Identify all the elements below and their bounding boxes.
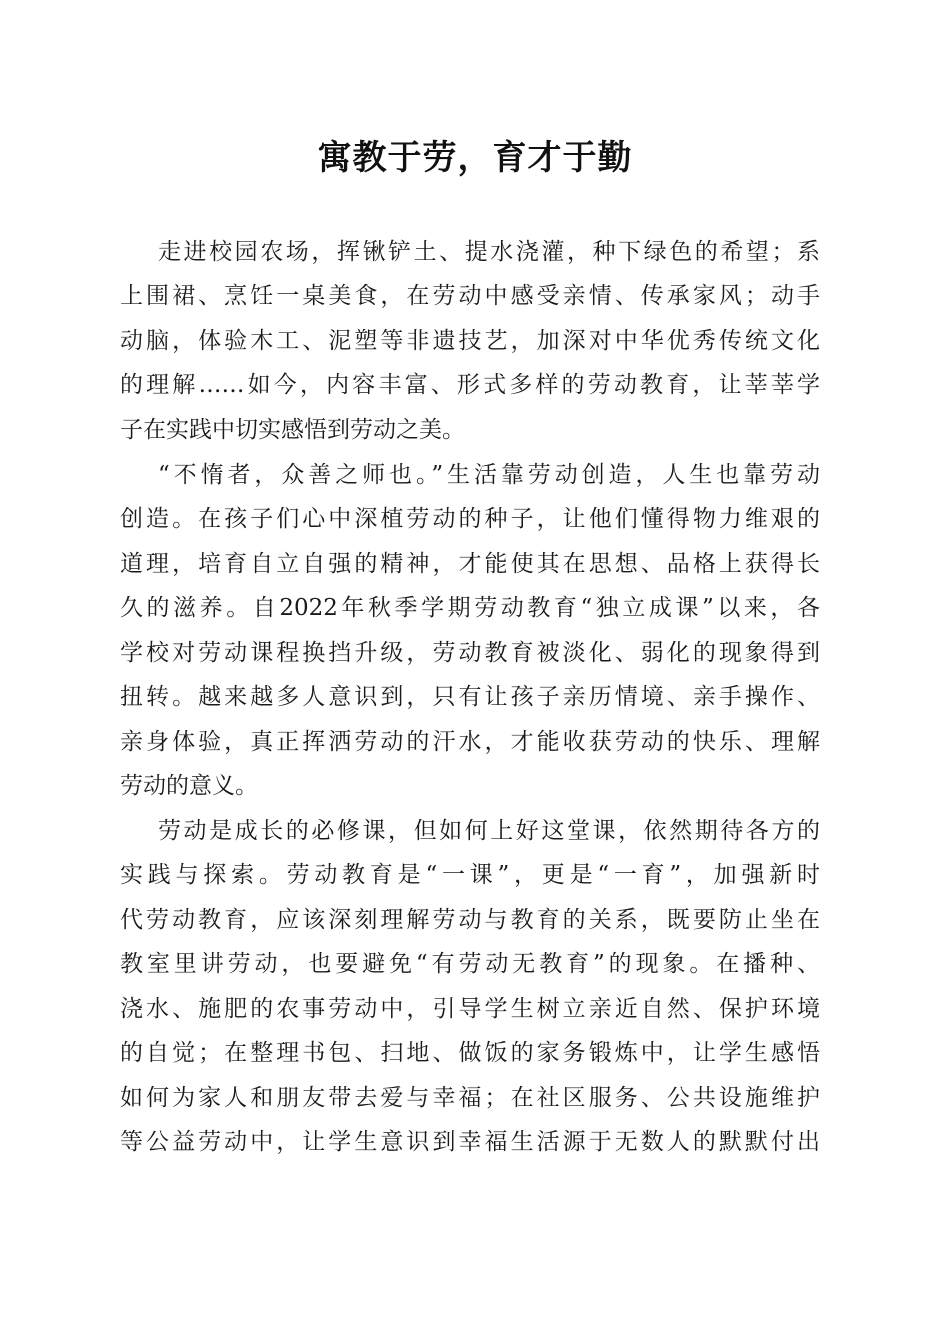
paragraph-3-line-1: 劳动是成长的必修课，但如何上好这堂课，依然期待各方的 [158,818,820,844]
paragraph-2-line-1: “不惰者，众善之师也。”生活靠劳动创造，人生也靠劳动 [158,462,820,488]
paragraph-1-line-1: 走进校园农场，挥锹铲土、提水浇灌，种下绿色的希望；系 [158,239,820,265]
paragraph-2-line-7: 亲身体验，真正挥洒劳动的汗水，才能收获劳动的快乐、理解 [120,729,820,755]
paragraph-3-line-6: 的自觉；在整理书包、扫地、做饭的家务锻炼中，让学生感悟 [120,1040,820,1066]
document-title: 寓教于劳，育才于勤 [317,138,633,178]
paragraph-2-line-3: 道理，培育自立自强的精神，才能使其在思想、品格上获得长 [120,551,820,577]
paragraph-2-line-6: 扭转。越来越多人意识到，只有让孩子亲历情境、亲手操作、 [120,684,820,710]
paragraph-3-line-4: 教室里讲劳动，也要避免“有劳动无教育”的现象。在播种、 [120,951,820,977]
paragraph-3-line-2: 实践与探索。劳动教育是“一课”，更是“一育”，加强新时 [120,862,820,888]
paragraph-1-line-5: 子在实践中切实感悟到劳动之美。 [120,417,465,443]
paragraph-2-line-5: 学校对劳动课程换挡升级，劳动教育被淡化、弱化的现象得到 [120,640,820,666]
paragraph-1-line-3: 动脑，体验木工、泥塑等非遗技艺，加深对中华优秀传统文化 [120,328,820,354]
paragraph-2-line-4: 久的滋养。自2022年秋季学期劳动教育“独立成课”以来，各 [120,595,820,621]
paragraph-1-line-4: 的理解……如今，内容丰富、形式多样的劳动教育，让莘莘学 [120,372,820,398]
paragraph-3-line-5: 浇水、施肥的农事劳动中，引导学生树立亲近自然、保护环境 [120,996,820,1022]
paragraph-3-line-7: 如何为家人和朋友带去爱与幸福；在社区服务、公共设施维护 [120,1085,820,1111]
paragraph-1-line-2: 上围裙、烹饪一桌美食，在劳动中感受亲情、传承家风；动手 [120,283,820,309]
paragraph-2-line-8: 劳动的意义。 [120,773,258,799]
paragraph-3-line-3: 代劳动教育，应该深刻理解劳动与教育的关系，既要防止坐在 [120,907,820,933]
paragraph-2-line-2: 创造。在孩子们心中深植劳动的种子，让他们懂得物力维艰的 [120,506,820,532]
paragraph-3-line-8: 等公益劳动中，让学生意识到幸福生活源于无数人的默默付出 [120,1129,820,1155]
